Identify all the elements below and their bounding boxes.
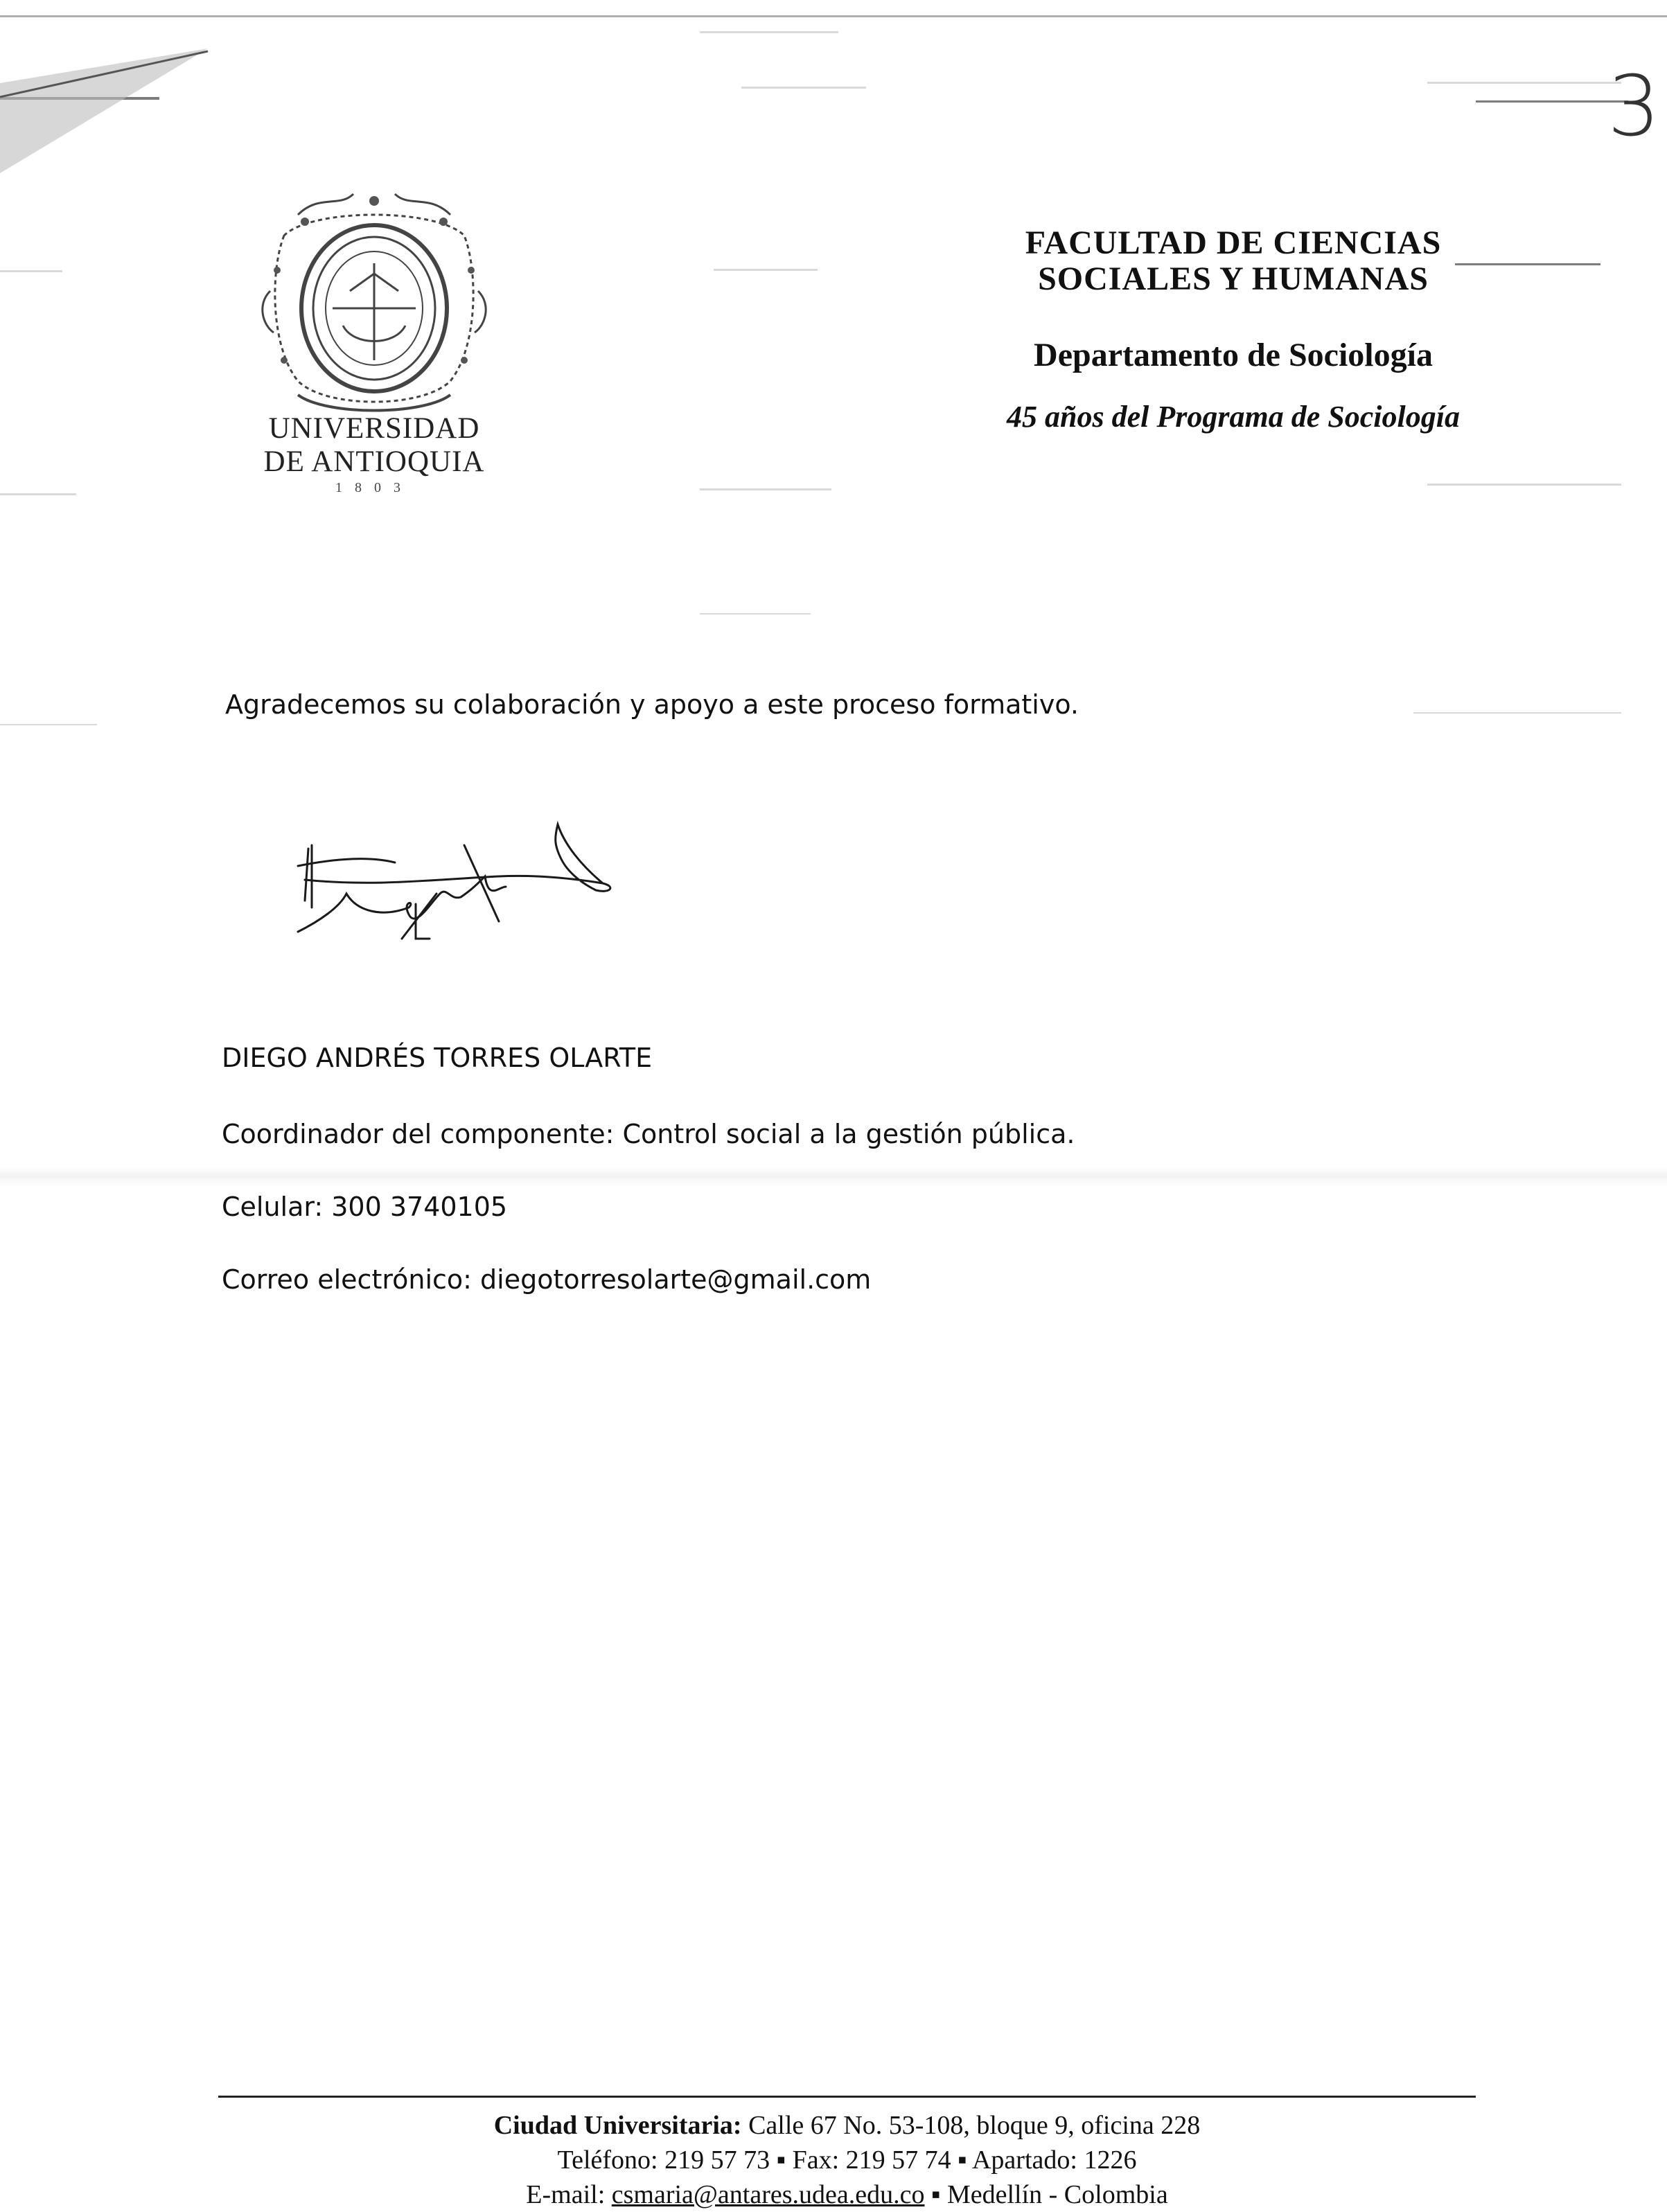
university-name — [236, 412, 513, 479]
university-year: 1803 — [335, 480, 413, 495]
footer-address — [218, 2108, 1476, 2143]
scan-artifact — [1427, 82, 1621, 84]
university-name-line1: UNIVERSIDAD — [268, 412, 480, 445]
scan-artifact — [714, 269, 818, 271]
page-number: 3 — [1607, 59, 1661, 155]
footer-phones: Teléfono: 219 57 73 ▪ Fax: 219 57 74 ▪ Apartado: 1226 — [557, 2145, 1137, 2175]
signatory-email: Correo electrónico: diegotorresolarte@gmail.com — [222, 1264, 872, 1295]
handwritten-signature — [291, 817, 624, 949]
footer-address-label: Ciudad Universitaria: — [493, 2111, 742, 2140]
faculty-line2: SOCIALES Y HUMANAS — [1038, 260, 1429, 297]
letterhead-header — [970, 225, 1497, 434]
anniversary-tagline: 45 años del Programa de Sociología — [1007, 400, 1460, 434]
signatory-role: Coordinador del componente: Control social a la gestión pública. — [222, 1119, 1075, 1149]
scan-artifact — [1413, 712, 1621, 714]
footer-city: ▪ Medellín - Colombia — [930, 2180, 1168, 2209]
scan-artifact — [741, 87, 866, 89]
scan-artifact — [700, 31, 838, 33]
scan-artifact — [0, 270, 62, 272]
faculty-line1: FACULTAD DE CIENCIAS — [1025, 224, 1442, 261]
university-crest-logo — [256, 187, 492, 416]
scan-artifact — [1476, 100, 1628, 103]
scan-artifact — [0, 493, 76, 495]
letterhead-footer — [218, 2108, 1476, 2212]
scan-artifact — [1427, 484, 1621, 486]
department-name: Departamento de Sociología — [1034, 337, 1433, 373]
footer-email-line — [218, 2177, 1476, 2212]
scan-fold — [0, 1167, 1667, 1188]
scan-artifact — [700, 488, 831, 490]
signatory-phone: Celular: 300 3740105 — [222, 1192, 508, 1222]
faculty-name — [970, 225, 1497, 297]
university-name-line2: DE ANTIOQUIA — [263, 445, 485, 478]
thanks-paragraph: Agradecemos su colaboración y apoyo a este proceso formativo. — [225, 689, 1079, 720]
scan-artifact-top — [0, 15, 1667, 17]
footer-divider — [218, 2096, 1476, 2098]
footer-email-label: E-mail: — [526, 2180, 606, 2209]
signatory-name: DIEGO ANDRÉS TORRES OLARTE — [222, 1043, 653, 1073]
scan-artifact — [0, 724, 97, 725]
footer-address-text: Calle 67 No. 53-108, bloque 9, oficina 228 — [748, 2111, 1201, 2140]
footer-email-link[interactable]: csmaria@antares.udea.edu.co — [611, 2180, 925, 2209]
scan-corner-artifact — [0, 42, 222, 180]
scan-artifact — [700, 613, 811, 614]
